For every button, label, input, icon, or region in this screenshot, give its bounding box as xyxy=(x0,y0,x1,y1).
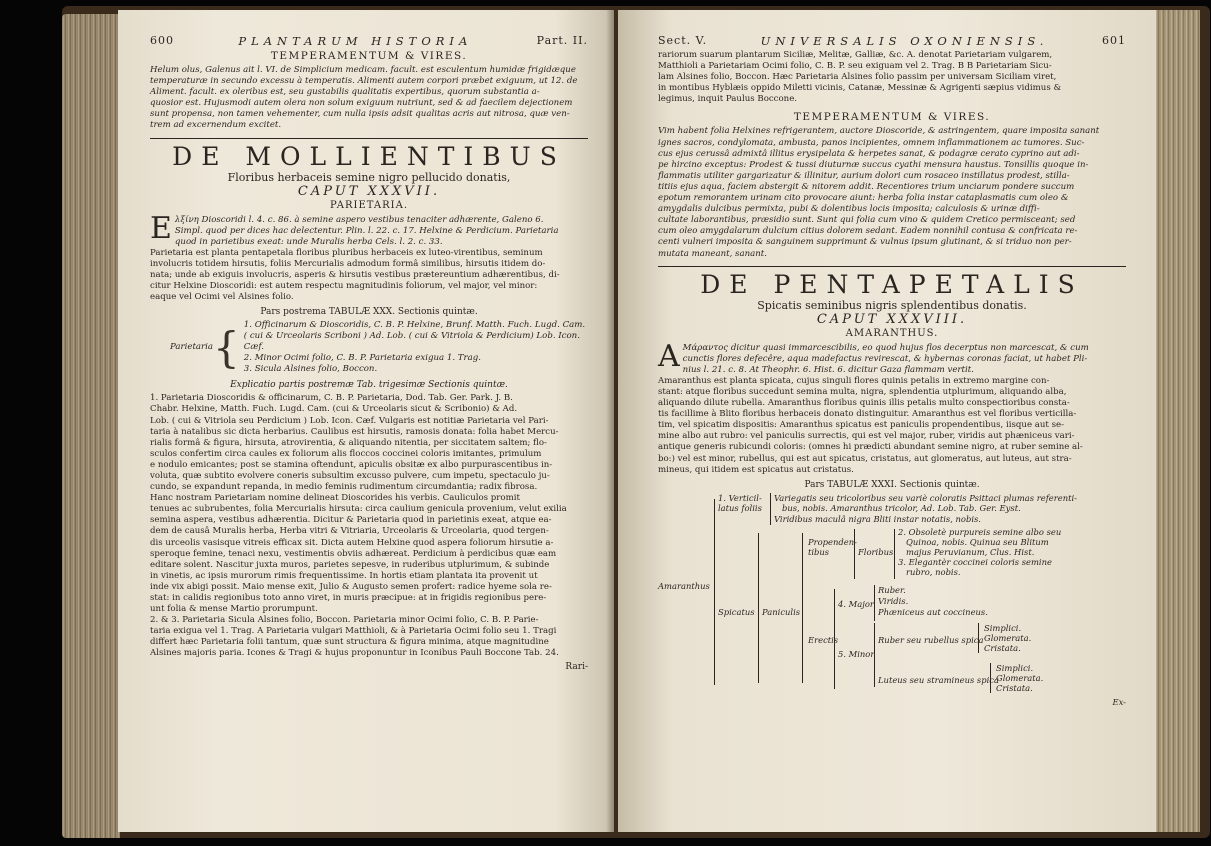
tree-ruber-item: Simplici. xyxy=(984,622,1022,633)
left-part-label: Part. II. xyxy=(536,34,588,47)
left-paragraph-1: E λξίνη Dioscoridi l. 4. c. 86. à semine aspero vestibus tenaciter adhærente, Galeno 6. Simpl. quod per dices hac delectentur. Plin. l. 22. c. 17. Helxine & Perdicium. Parietaria quod in parietibus exeat: unde Muralis herba Cels. l. 2. c. 33. Parietaria est planta pentapetala floribus pluribus herbaceis ex luteo-virentibus, seminum involucris totidem hirsutis, foliis Mercurialis admodum formâ similibus, hirsutis itidem do- nata; unde ab exiguis involucris, asperis & hirsutis vestibus prætereuntium adhærentibus, di- citur Helxine Dioscoridi: est autem respectu magnitudinis foliorum, vel major, vel minor: eaque vel Ocimi vel Alsines folio. xyxy=(150,210,560,303)
tree-prop-line xyxy=(854,529,855,579)
tree-spicatus-line xyxy=(758,533,759,683)
right-top-text: rariorum suarum plantarum Siciliæ, Melitæ, Galliæ, &c. A. denotat Parietariam vulgarem, Matthioli a Parietariam Ocimi folio, C. B. P. seu exiguam vel 2. Trag. B B Parietariam Sicu- lam Alsines folio, Boccon. Hæc Parietaria Alsines folio passim per universam Siciliam viret, in montibus Hyblæis oppido Miletti vicinis, Catanæ, Messinæ & Agrigenti sæpius vidimus & legimus, inquit Paulus Boccone. xyxy=(658,50,1062,105)
right-chapter-subtitle: Spicatis seminibus nigris splendentibus donatis. xyxy=(757,298,1027,312)
right-paragraph: A Μάραντος dicitur quasi immarcescibilis, eo quod hujus flos decerptus non marcescat, & cum cunctis flores defecêre, aqua madefactus revirescat, & hybernas coronas faciat, ut habet Pli- nius l. 21. c. 8. At Theophr. 6. Hist. 6. dicitur Gaza flammam vertit. Amaranthus est planta spicata, cujus singuli flores quinis petalis in extremo margine con- stant: atque floribus succedunt semina multa, nigra, splendentia utplurimum, aliquando alba, aliquando dilute rubella. Amaranthus floribus quinis illis petalis multo conspectioribus consta- tis facillime à Blito floribus herbaceis donato distinguitur. Amaranthus est vel floribus verticilla- tim, vel spicatim dispositis: Amaranthus spicatus est paniculis propendentibus, iisque aut se- mine albo aut rubro: vel paniculis surrectis, qui est vel major, ruber, viridis aut phæniceus vari- antique generis rubicundi coloris: (omnes hi prædicti abundant semine nigro, at ruber semine al- bo:) vel est minor, rubellus, qui est aut spicatus, cristatus, aut glomeratus, aut luteus, aut stra- mineus, qui itidem est spicatus aut cristatus. xyxy=(658,338,1089,475)
brace-list xyxy=(244,320,588,375)
left-caput: CAPUT XXXVII. xyxy=(297,183,441,199)
tree-v-item: bus, nobis. Amaranthus tricolor, Ad. Lob. Tab. Ger. Eyst. xyxy=(782,502,1021,513)
left-catchword: Rari- xyxy=(565,661,588,672)
list-item: 2. Minor Ocimi folio, C. B. P. Parietaria exigua 1. Trag. xyxy=(243,353,481,364)
list-item: 1. Officinarum & Dioscoridis, C. B. P. Helxine, Brunf. Matth. Fuch. Lugd. Cam. xyxy=(243,320,586,331)
tree-prop-item: rubro, nobis. xyxy=(906,566,961,577)
tree-prop-item: majus Peruvianum, Clus. Hist. xyxy=(906,546,1035,557)
left-running-head xyxy=(150,34,588,48)
tree-minor-line xyxy=(874,623,875,687)
tree-floribus: Floribus xyxy=(858,546,894,557)
tree-verticil-line xyxy=(770,493,771,525)
amaranthus-classification-tree xyxy=(658,493,1126,721)
tree-paniculis: Paniculis xyxy=(762,606,801,617)
tree-spicatus: Spicatus xyxy=(718,606,755,617)
right-temperamentum-text: Vim habent folia Helxines refrigerantem, auctore Dioscoride, & astringentem, quare imposita sanant ignes sacros, condylomata, ambusta, panos incipientes, omnem inflammationem ac tumores. Suc- cus ejus cerussâ admixtâ illitus erysipelata & herpetes sanat, & podagræ cerato cyprino aut adi- pe hircino exceptus: Prodest & tussi diuturnæ succus cyathi mensura haustus. Tonsillis quoque in- flammatis utiliter gargarizatur & illinitur, aurium dolori cum rosaceo instillatus prodest, stilla- titiis ejus aqua, faciem abstergit & nitorem addit. Recentiores trium unciarum pondere succum epotum remorantem urinam cito provocare aiunt: herba folia instar cataplasmatis cum oleo & amygdalis dulcibus permixta, pubi & dolentibus locis imposita; calculosis & urinæ diffi- cultate laborantibus, præsidio sunt. Sunt qui folia cum vino & quidem Cretico permisceant; sed cum oleo amygdalarum dulcium citius dolorem sedant. Eadem nonnihil contusa & confricata re- centi vulneri imposita & sanguinem supprimunt & vulnus ipsum glutinant, & si triduo non per- mutata maneant, sanant. xyxy=(658,126,1100,259)
tree-luteus-item: Simplici. xyxy=(996,662,1034,673)
tree-luteus-line xyxy=(990,663,991,693)
right-temperamentum-heading: TEMPERAMENTUM & VIRES. xyxy=(793,111,991,124)
left-dropcap: E xyxy=(150,210,172,246)
left-tabulae-heading: Pars postrema TABULÆ XXX. Sectionis quintæ. xyxy=(260,307,478,318)
tree-prop-item: Quinoa, nobis. Quinua seu Blitum xyxy=(906,536,1049,547)
page-edges-right xyxy=(1150,10,1200,832)
right-dropcap: A xyxy=(658,338,680,374)
left-paragraph-2: 1. Parietaria Dioscoridis & officinarum, C. B. P. Parietaria, Dod. Tab. Ger. Park. J. B. Chabr. Helxine, Matth. Fuch. Lugd. Cam. (cui & Urceolaris sicut & Scribonio) & Ad. Lob. ( cui & Vitriola seu Perdicium ) Lob. Icon. Cæf. Vulgaris est notitiæ Parietaria vel Pari- taria à natalibus sic dicta herbarius. Caulibus est hirsutis, ramosis donata: folia habet Mercu- rialis formâ & figura, hirsuta, atrovirentia, & aliquando nitentia, per siccitatem saltem; flo- sculos confertim circa caules ex foliorum alis floccos coccinei coloris imitantes, primulum e nodulo emicantes; post se stamina oftendunt, apiculis obsitæ ex albo purpurascentibus in- voluta, quæ subtito evolvere coneris subsultim excusso pulvere, cum impetu, spectaculo ju- cundo, se expandunt repanda, in medio feminis rudimentum circumdantia; radix fibrosa. Hanc nostram Parietariam nomine delineat Dioscorides his verbis. Cauliculos promit tenues ac subrubentes, folia Mercurialis hirsuta: circa caulium genicula provenium, velut exilia semina aspera, vestibus adhærentia. Dicitur & Parietaria quod in parietinis exeat, atque ea- dem de causâ Muralis herba, Herba vitri & Vitriaria, Urceolaris & Urceolaria, quod tergen- dis urceolis vasisque vitreis efficax sit. Dicta autem Helxine quod aspera foliorum hirsutie a- speroque femine, tenaci nexu, vestimentis obviis adhæreat. Perdicium à perdicibus quæ eam editare solent. Nascitur juxta muros, parietes sepesve, in ruderibus utplurimum, & subinde in vinetis, ac ipsis murorum rimis frequentissime. In hortis etiam plantata ita provenit ut inde vix abigi possit. Maio mense exit, Julio & Augusto semen profert: radice hyeme sola re- stat: in calidis regionibus toto anno viret, in muris præcipue: at in frigidis regionibus pere- unt folia & mense Martio prorumpunt. 2. & 3. Parietaria Sicula Alsines folio, Boccon. Parietaria minor Ocimi folio, C. B. P. Parie- taria exigua vel 1. Trag. A Parietaria vulgari Matthioli, & à Parietaria Ocimi folio seu 1. Tragi differt hæc Parietaria folii tantum, quæ sunt structura & figura minima, atque magnitudine Alsines majoris paria. Icones & Tragi & hujus proponuntur in Iconibus Pauli Boccone Tab. 24. xyxy=(150,393,567,659)
tree-luteus: Luteus seu stramineus spica xyxy=(878,674,999,685)
tree-ruber-line xyxy=(978,623,979,653)
tree-minor: 5. Minor xyxy=(838,648,875,659)
tree-v-item: Variegatis seu tricoloribus seu variè coloratis Psittaci plumas referenti- xyxy=(774,492,1077,503)
right-running-title: UNIVERSALIS OXONIENSIS. xyxy=(760,34,1049,48)
tree-major-item: Viridis. xyxy=(878,595,909,606)
right-divider xyxy=(658,266,1126,267)
right-catchword: Ex- xyxy=(1112,696,1126,707)
tree-ruber: Ruber seu rubellus spica xyxy=(878,634,984,645)
tree-ruber-item: Glomerata. xyxy=(984,632,1032,643)
tree-prop-item: 2. Obsoletè purpureis semine albo seu xyxy=(898,526,1062,537)
tree-paniculis-line xyxy=(802,533,803,683)
tree-major: 4. Major xyxy=(838,598,874,609)
tree-v-item: Viridibus maculâ nigra Bliti instar notatis, nobis. xyxy=(774,513,981,524)
right-section-label: Sect. V. xyxy=(658,34,708,47)
brace-label: Parietaria xyxy=(170,342,214,353)
tree-major-line xyxy=(874,585,875,621)
left-plant-name: PARIETARIA. xyxy=(329,199,409,211)
right-caput: CAPUT XXXVIII. xyxy=(816,311,968,327)
left-page-number: 600 xyxy=(150,34,174,47)
left-divider xyxy=(150,138,588,139)
right-running-head xyxy=(658,34,1126,48)
tree-major-item: Phæniceus aut coccineus. xyxy=(878,606,988,617)
tree-root: Amaranthus xyxy=(658,580,710,591)
tree-erectis-line xyxy=(834,589,835,689)
page-edges-left xyxy=(62,14,120,838)
tree-flor-line xyxy=(894,529,895,579)
tree-erectis: Erectis xyxy=(808,634,839,645)
tree-verticillatus: 1. Verticil- latus foliis xyxy=(718,492,762,514)
tree-luteus-item: Cristata. xyxy=(996,682,1033,693)
left-intro-text: Helum olus, Galenus ait l. VI. de Simplicium medicam. facult. est esculentum humidæ frigidæque temperaturæ in secundo excessu à temperatis. Alimenti autem corpori præbet exiguum, ut 12. de Aliment. facult. ex oleribus est, seu gustabilis qualitatis expertibus, quorum substantia a- quosior est. Hujusmodi autem olera non solum exiguum nutriunt, sed & ad faecilem dejectionem sunt propensa, non tamen vehementer, cum nulla ipsis adsit qualitas acris aut nitrosa, quæ ven- trem ad excernendum excitet. xyxy=(150,65,578,131)
list-item: ( cui & Urceolaris Scriboni ) Ad. Lob. ( cui & Vitriola & Perdicium) Lob. Icon. Cæf. xyxy=(243,331,580,353)
tree-major-item: Ruber. xyxy=(878,584,906,595)
tree-prop-item: 3. Elegantèr coccinei coloris semine xyxy=(898,556,1052,567)
right-plant-name: AMARANTHUS. xyxy=(845,327,939,339)
brace-icon: { xyxy=(213,322,240,372)
tree-root-line xyxy=(714,499,715,685)
right-chapter-title: DE PENTAPETALIS xyxy=(700,269,1084,299)
left-page xyxy=(118,10,614,832)
tree-luteus-item: Glomerata. xyxy=(996,672,1044,683)
left-chapter-title: DE MOLLIENTIBUS xyxy=(172,141,566,171)
right-page xyxy=(618,10,1156,832)
left-brace-table xyxy=(170,320,588,375)
list-item: 3. Sicula Alsines folio, Boccon. xyxy=(243,364,378,375)
left-running-title: PLANTARUM HISTORIA xyxy=(238,34,473,48)
tree-ruber-item: Cristata. xyxy=(984,642,1021,653)
left-explicatio: Explicatio partis postremæ Tab. trigesimæ Sectionis quintæ. xyxy=(230,380,508,391)
tree-propendentibus: Propenden- tibus xyxy=(808,536,857,558)
left-chapter-subtitle: Floribus herbaceis semine nigro pellucido donatis, xyxy=(227,170,511,184)
right-tabulae-heading: Pars TABULÆ XXXI. Sectionis quintæ. xyxy=(804,479,980,490)
right-page-number: 601 xyxy=(1101,34,1126,47)
left-temperamentum-heading: TEMPERAMENTUM & VIRES. xyxy=(270,50,468,62)
